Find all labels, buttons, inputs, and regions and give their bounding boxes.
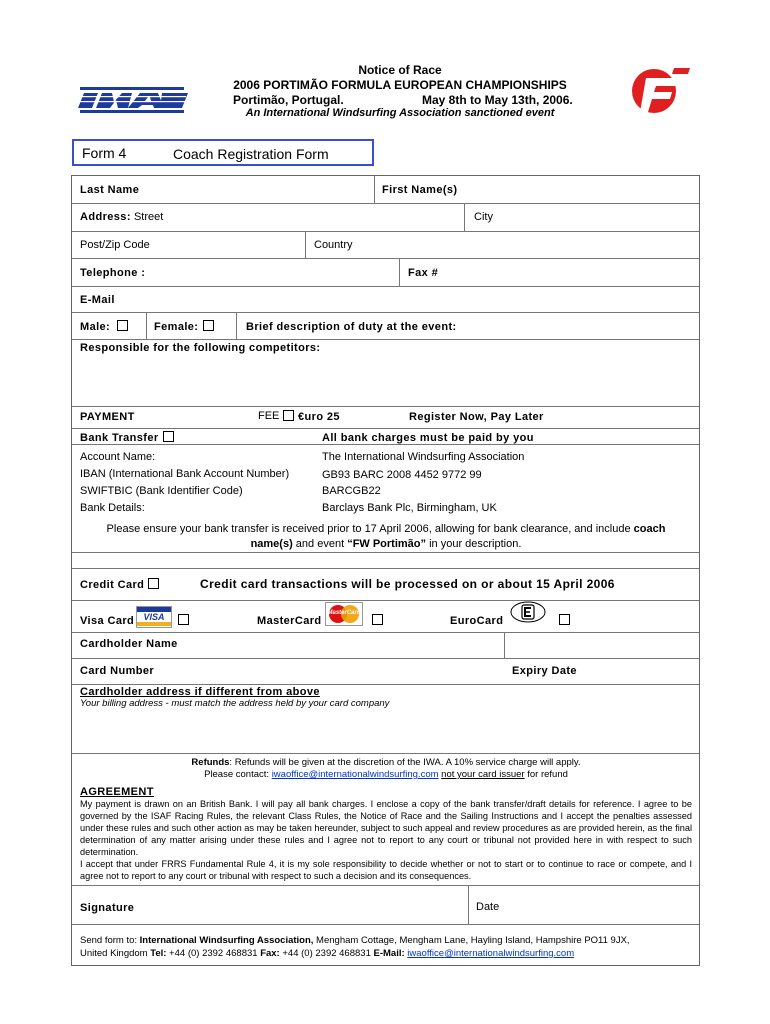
last-name-label: Last Name: [80, 184, 140, 196]
expiry-date-label: Expiry Date: [512, 665, 577, 677]
event-dates: May 8th to May 13th, 2006.: [422, 93, 573, 107]
date-label: Date: [476, 901, 500, 913]
iban-value: GB93 BARC 2008 4452 9772 99: [322, 469, 482, 481]
agreement-title: AGREEMENT: [80, 786, 154, 798]
duty-label: Brief description of duty at the event:: [246, 321, 457, 333]
processing-note: Credit card transactions will be processed on or about 15 April 2006: [200, 577, 615, 591]
city-label: City: [474, 211, 493, 223]
bank-transfer-note: Please ensure your bank transfer is received prior to 17 April 2006, allowing for bank clearance, and include coach name(s) and event “FW Portimão” in your description.: [106, 523, 666, 550]
male-checkbox[interactable]: [117, 320, 128, 331]
fee-checkbox[interactable]: [283, 410, 294, 421]
country-label: Country: [314, 239, 353, 251]
register-now-label: Register Now, Pay Later: [409, 411, 544, 423]
fax-label: Fax #: [408, 267, 439, 279]
visa-label: Visa Card: [80, 615, 135, 627]
credit-card-label: Credit Card: [80, 579, 145, 591]
signature-label: Signature: [80, 902, 135, 914]
card-number-label: Card Number: [80, 665, 155, 677]
registration-form: [71, 175, 700, 966]
refund-email-link[interactable]: iwaoffice@internationalwindsurfing.com: [271, 769, 439, 780]
agreement-paragraph-1: My payment is drawn on an British Bank. I will pay all bank charges. I enclose a copy of the bank transfer/draft details for reference. I agree to be governed by the ISAF Racing Rules, the relevant Class Rules, the Notice of Race and the Sailing Instructions and I accept the penalties assessed under these rules and such other action as may be taken hereunder, subject to such appeal and review procedures as are provided herein, as the final determination of any matter arising under these rules and I agree not to report to any court or tribunal not provided here in with respect to such determination.: [80, 799, 692, 857]
telephone-label: Telephone :: [80, 267, 146, 279]
account-name-label: Account Name:: [80, 451, 156, 463]
iban-label: IBAN (International Bank Account Number): [80, 468, 290, 480]
notice-title: Notice of Race: [358, 63, 442, 77]
male-label: Male:: [80, 321, 111, 333]
bank-details-label: Bank Details:: [80, 502, 145, 514]
billing-address-note: Your billing address - must match the address held by your card company: [80, 698, 390, 709]
sanction-text: An International Windsurfing Association sanctioned event: [245, 107, 555, 119]
mastercard-label: MasterCard: [257, 615, 322, 627]
form-title: Coach Registration Form: [173, 146, 329, 162]
bank-charges-note: All bank charges must be paid by you: [322, 432, 534, 444]
footer-email-link[interactable]: iwaoffice@internationalwindsurfing.com: [407, 948, 575, 959]
visa-logo: VISA: [136, 606, 172, 628]
bank-details-value: Barclays Bank Plc, Birmingham, UK: [322, 502, 497, 514]
eurocard-label: EuroCard: [450, 615, 504, 627]
eurocard-logo: [509, 601, 547, 623]
send-form-footer: Send form to: International Windsurfing Association, Mengham Cottage, Mengham Lane, Hayling Island, Hampshire PO11 9JX, United Kingdom Tel: +44 (0) 2392 468831 Fax: +44 (0) 2392 468831 E-Mail: iwaoffice@internationalwindsurfing.com: [80, 935, 630, 959]
payment-title: PAYMENT: [80, 411, 135, 423]
female-checkbox[interactable]: [203, 320, 214, 331]
fee-value: €uro 25: [298, 411, 340, 423]
fw-logo: [624, 66, 692, 116]
form-title-box: [72, 139, 374, 166]
credit-card-checkbox[interactable]: [148, 578, 159, 589]
refunds-note: Refunds: Refunds will be given at the discretion of the IWA. A 10% service charge will apply. Please contact: iwaoffice@internationalwindsurfing.com not your card issuer for refund: [191, 757, 581, 780]
mastercard-checkbox[interactable]: [372, 614, 383, 625]
email-label: E-Mail: [80, 294, 115, 306]
bank-transfer-checkbox[interactable]: [163, 431, 174, 442]
postcode-label: Post/Zip Code: [80, 239, 150, 251]
bank-transfer-label: Bank Transfer: [80, 432, 159, 444]
visa-checkbox[interactable]: [178, 614, 189, 625]
event-title: 2006 PORTIMÃO FORMULA EUROPEAN CHAMPIONSHIPS: [233, 78, 567, 92]
event-location: Portimão, Portugal.: [233, 93, 344, 107]
mastercard-logo: MasterCard: [325, 602, 363, 626]
cardholder-address-label: Cardholder address if different from above: [80, 686, 320, 698]
form-number: Form 4: [82, 145, 127, 161]
first-names-label: First Name(s): [382, 184, 458, 196]
cardholder-name-label: Cardholder Name: [80, 638, 178, 650]
address-street-label: Address: Street: [80, 211, 164, 223]
female-label: Female:: [154, 321, 199, 333]
agreement-paragraph-2: I accept that under FRRS Fundamental Rule 4, it is my sole responsibility to decide whether or not to start or to continue to race or compete, and I agree not to report to any court or tribunal with respect to such a decision and its consequences.: [80, 859, 692, 881]
responsible-label: Responsible for the following competitors:: [80, 342, 321, 354]
swift-label: SWIFTBIC (Bank Identifier Code): [80, 485, 243, 497]
account-name-value: The International Windsurfing Association: [322, 451, 525, 463]
iwa-logo: [78, 84, 188, 116]
eurocard-checkbox[interactable]: [559, 614, 570, 625]
swift-value: BARCGB22: [322, 485, 381, 497]
fee-label: FEE: [258, 410, 280, 422]
